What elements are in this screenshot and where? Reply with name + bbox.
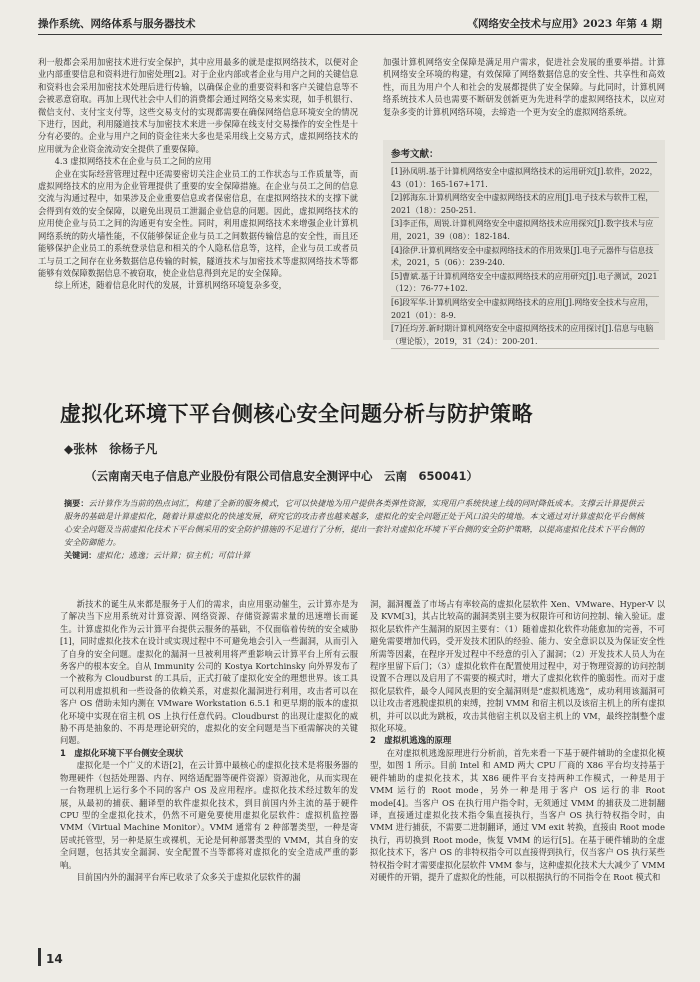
abstract-label: 摘要： <box>64 498 89 508</box>
divider <box>391 162 657 163</box>
reference-item: [5]曹斌.基于计算机网络安全中虚拟网络技术的应用研究[J].电子测试，2021（12）：76-77+102. <box>391 271 659 297</box>
top-right-column <box>383 56 665 118</box>
running-header <box>38 14 662 35</box>
body-right-column <box>370 598 665 883</box>
header-journal-issue: 《网络安全技术与应用》2023 年第 4 期 <box>467 18 662 30</box>
subsection-heading: 4.3 虚拟网络技术在企业与员工之间的应用 <box>54 156 212 167</box>
keywords-text: 虚拟化；逃逸；云计算；宿主机；可信计算 <box>96 550 251 560</box>
paragraph: 目前国内外的漏洞平台库已收录了众多关于虚拟化层软件的漏 <box>76 871 301 882</box>
top-left-column <box>38 56 358 292</box>
paragraph: 企业在实际经营管理过程中还需要密切关注企业员工的工作状态与工作质量等，而虚拟网络技术的应用为企业管理提供了重要的安全保障措施。在企业与员工之间的信息交流与沟通过程中，如果涉及企业重要信息或者保密信息，在虚拟网络技术的支撑下就会得到有效的安全保障，以避免出现员工泄漏企业信息的问题。因此，虚拟网络技术的应用使企业与员工之间的沟通更有安全性。同时，利用虚拟网络技术来增强企业计算机网络系统的防火墙性能，不仅能够保证企业与员工之间数据传输信息的安全性，而且还能够保护企业员工的系统登录信息和相关的个人隐私信息等，这样，企业与员工或者员工与员工之间存在业务数据信息传输的时候，隧道技术与加密技术等虚拟网络技术等都能够有效保障数据信息不被窃取，使企业信息得到充足的安全保障。 <box>38 168 358 278</box>
reference-item: [1]孙凤明.基于计算机网络安全中虚拟网络技术的运用研究[J].软件，2022，43（01）：165-167+171. <box>391 166 659 192</box>
paragraph: 新技术的诞生从来都是服务于人们的需求，由应用驱动催生，云计算亦是为了解决当下应用系统对计算资源、网络资源、存储资源需求量的迅速增长而诞生。计算虚拟化作为云计算平台提供云服务的基础，不仅面临着传统的安全威胁[1]，同时虚拟化技术在设计或实现过程中不可避免地会引入一些漏洞，从而引入了自身的安全问题。虚拟化的漏洞一旦被利用将严重影响云计算平台上所有云服务客户的根本安全。自从 Immunity 公司的 Kostya Kortchinsky 向外界发布了一个被称为 Cloudburst 的工具后，正式打破了虚拟化安全的理想世界。该工具可以利用虚拟机和一些设备的依赖关系，对虚拟化漏洞进行利用，攻击者可以在客户 OS 借助未知内测在 VMware Workstation 6.5.1 和更早期的版本的虚拟化环境中实现在宿主机 OS 上执行任意代码。Cloudburst 的出现让虚拟化的威胁不再是抽象的、不再是理论研究的，虚拟化的安全问题是当下亟需解决的关键问题。 <box>60 599 358 746</box>
references-title: 参考文献： <box>391 149 439 160</box>
paragraph: 综上所述，随着信息化时代的发展，计算机网络环境复杂多变， <box>54 280 287 291</box>
article-title: 虚拟化环境下平台侧核心安全问题分析与防护策略 <box>60 402 533 426</box>
paragraph: 利一般都会采用加密技术进行安全保护，其中应用最多的就是虚拟网络技术，以便对企业内部重要信息和资料进行加密处理[2]。对于企业内部或者企业与用户之间的关键信息和资料也会采用加密技术处理后进行传输，以确保企业的重要资料和客户关键信息等不会被恶意窃取。再加上现代社会中人们的消费都会通过网络交易来实现，如手机银行、微信支付、支付宝支付等，这些交易支付的实现都需要在确保网络信息环境安全的情况下进行，因此，利用隧道技术与加密技术来进一步保障在线支付交易操作的安全性是十分有必要的。企业与用户之间的资金往来大多也是采用线上交易方式，虚拟网络技术的应用就为企业资金流动安全提供了重要保障。 <box>38 57 358 154</box>
reference-item: [7]任均芳.新时期计算机网络安全中虚拟网络技术的应用探讨[J].信息与电脑（理论版），2019，31（24）：200-201. <box>391 323 659 349</box>
references-list <box>391 166 659 349</box>
paragraph: 加强计算机网络安全保障是满足用户需求，促进社会发展的重要举措。计算机网络安全环境的构建，有效保障了网络数据信息的安全性、共享性和高效性，而且为用户个人和社会的发展都提供了安全保障。与此同时，计算机网络系统技术人员也需要不断研发创新更为先进科学的虚拟网络技术，以应对复杂多变的计算机网络环境，去缔造一个更为安全的虚拟网络系统。 <box>383 57 665 117</box>
page-number: 14 <box>46 952 63 966</box>
abstract <box>64 497 644 562</box>
section-heading: 1 虚拟化环境下平台侧安全现状 <box>60 747 184 758</box>
references-box <box>383 140 665 346</box>
reference-item: [3]李正伟，周锐.计算机网络安全中虚拟网络技术应用探究[J].数字技术与应用，2021，39（08）：182-184. <box>391 218 659 244</box>
article-authors: ◆张林 徐杨子凡 <box>64 442 158 456</box>
article-affiliation: （云南南天电子信息产业股份有限公司信息安全测评中心 云南 650041） <box>85 469 479 483</box>
paragraph: 洞，漏洞覆盖了市场占有率较高的虚拟化层软件 Xen、VMware、Hyper-V 以及 KVM[3]，其占比较高的漏洞类别主要为权限许可和访问控制、输入验证。虚拟化层软件产生漏洞的原因主要有：（1）随着虚拟化软件功能愈加的完善，不可避免需要增加代码，受开发技术团队的经验、能力、安全意识以及为保证安全性所需等因素，在程序开发过程中不经意的引入了漏洞；（2）开发技术人员人为在程序里留下后门；（3）虚拟化软件在配置使用过程中，对于物理资源的访问控制设置不合理以及启用了不需要的模式时，增大了虚拟化软件的脆弱性。而对于虚拟化层软件，最令人闻风丧胆的安全漏洞则是“虚拟机逃逸”，成功利用该漏洞可以让攻击者逃脱虚拟机的束缚，控制 VMM 和宿主机以及该宿主机上的所有虚拟机，并可以以此为跳板，攻击其他宿主机以及宿主机上的 VM，最终控制整个虚拟化环境。 <box>370 599 665 734</box>
reference-item: [2]郭海东.计算机网络安全中虚拟网络技术的应用[J].电子技术与软件工程，2021（18）：250-251. <box>391 192 659 218</box>
paragraph: 在对虚拟机逃逸原理进行分析前，首先来看一下基于硬件辅助的全虚拟化模型，如图 1 所示。目前 Intel 和 AMD 两大 CPU 厂商的 X86 平台均支持基于硬件辅助的虚拟化技术，其 X86 硬件平台支持两种工作模式，一种是用于 VMM 运行的 Root mode，另外一种是用于客户 OS 运行的非 Root mode[4]。当客户 OS 在执行用户指令时，无须通过 VMM 的捕获及二进制翻译，直接通过虚拟化技术指令集直接执行，当客户 OS 执行特权指令时，由 VMM 进行捕获，不需要二进制翻译，通过 VM exit 转换，直接由 Root mode 执行，再切换到 Root mode，恢复 VMM 的运行[5]。在基于硬件辅助的全虚拟化技术下，客户 OS 的非特权指令可以直接得到执行，仅当客户 OS 执行某些特权指令时才需要虚拟化层软件 VMM 参与，这种虚拟化技术大大减少了 VMM 对硬件的开销，提升了虚拟化的性能，可以根据执行的不同指令在 Root 模式和 <box>370 747 665 882</box>
body-left-column <box>60 598 358 883</box>
paragraph: 虚拟化是一个广义的术语[2]，在云计算中最核心的虚拟化技术是将服务器的物理硬件（包括处理器、内存、网络适配器等硬件资源）资源池化，从而实现在一台物理机上运行多个不同的客户 OS 及应用程序。虚拟化技术经过数年的发展，从最初的捕获、翻译型的软件虚拟化技术，到目前国内外主流的基于硬件 CPU 型的全虚拟化技术，仍然不可避免要使用虚拟化层软件：虚拟机监控器 VMM（Virtual Machine Monitor）。VMM 通常有 2 种部署类型，一种是寄居或托管型，另一种是原生或裸机，无论是何种部署类型的 VMM，其自身的安全问题，包括其安全漏洞、安全配置不当等都将对虚拟化的安全造成严重的影响。 <box>60 760 358 870</box>
header-section-title: 操作系统、网络体系与服务器技术 <box>38 18 196 30</box>
reference-item: [6]段军华.计算机网络安全中虚拟网络技术的应用[J].网络安全技术与应用，2021（01）：8-9. <box>391 297 659 323</box>
reference-item: [4]徐伊.计算机网络安全中虚拟网络技术的作用效果[J].电子元器件与信息技术，2021，5（06）：239-240. <box>391 245 659 271</box>
keywords-label: 关键词： <box>64 550 97 560</box>
section-heading: 2 虚拟机逃逸的原理 <box>370 735 452 746</box>
abstract-text: 云计算作为当前的热点词汇，构建了全新的服务模式，它可以快捷地为用户提供各类弹性资源，实现用户系统快速上线的同时降低成本。支撑云计算提供云服务的基础是计算虚拟化，随着计算虚拟化的快速发展，研究它的攻击者也越来越多，虚拟化的安全问题正处于风口浪尖的境地。本文通过对计算虚拟化平台侧核心安全问题及当前虚拟化技术下平台侧采用的安全防护措施的不足进行了分析，提出一套针对虚拟化环境下平台侧的安全防护策略，以提高虚拟化技术下平台侧的安全防御能力。 <box>64 498 644 547</box>
